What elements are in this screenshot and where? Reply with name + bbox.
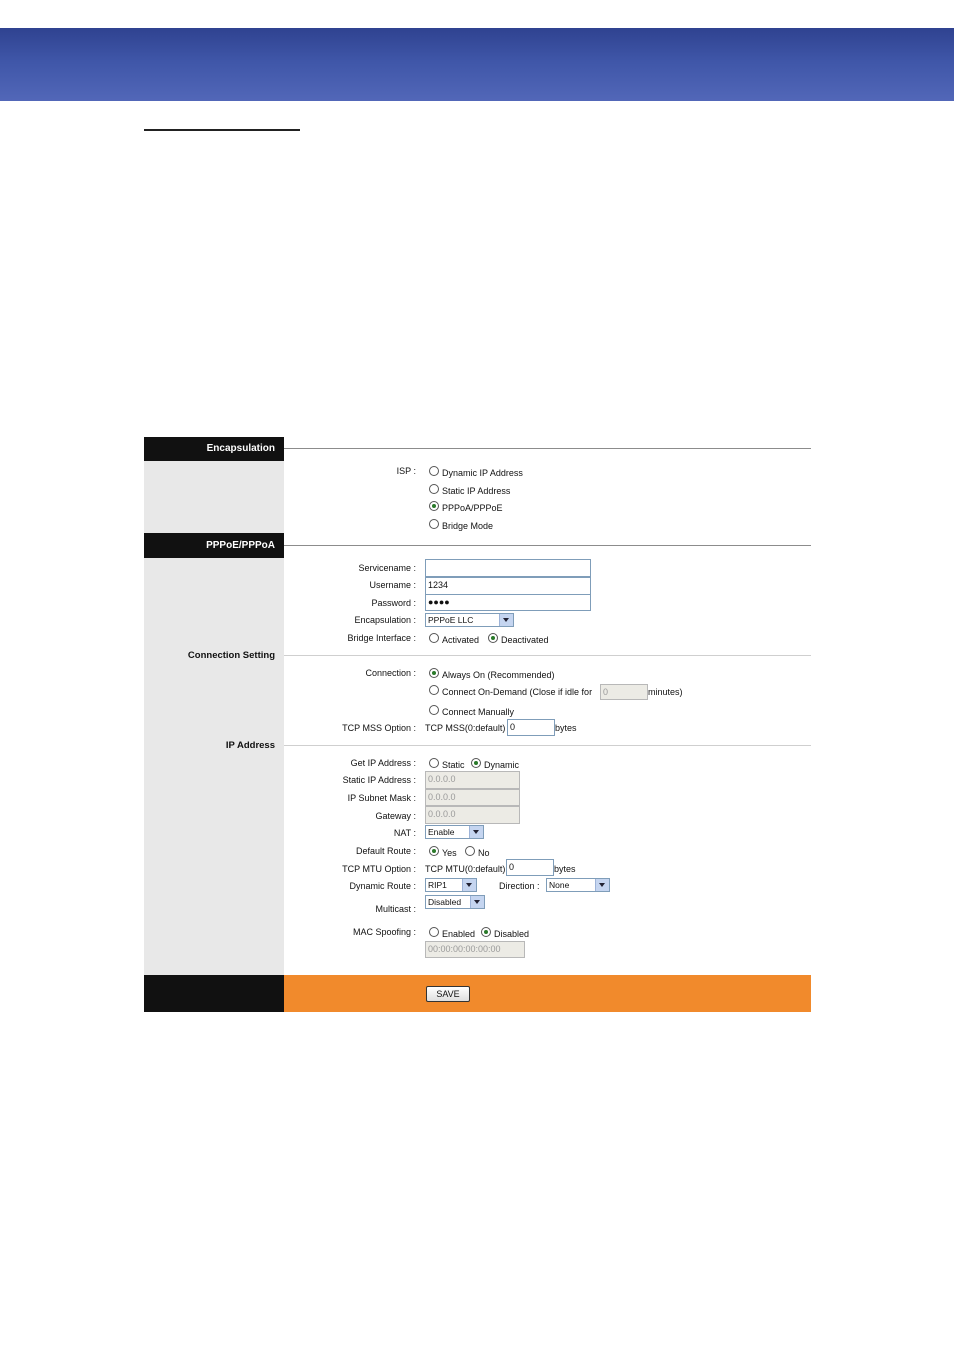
minutes-label: minutes)	[648, 687, 683, 697]
tcp-mtu-prefix: TCP MTU(0:default)	[425, 864, 506, 874]
default-route-no-radio[interactable]	[465, 846, 475, 856]
isp-label: ISP :	[396, 466, 416, 476]
default-route-yes-label: Yes	[442, 848, 457, 858]
divider	[284, 448, 811, 449]
connection-manually-label: Connect Manually	[442, 707, 515, 717]
connection-on-demand-radio[interactable]	[429, 685, 439, 695]
mac-disabled-radio[interactable]	[481, 927, 491, 937]
default-route-no-label: No	[478, 848, 490, 858]
tcp-mtu-input[interactable]: 0	[506, 859, 554, 876]
chevron-down-icon	[469, 826, 483, 838]
servicename-input[interactable]	[425, 559, 591, 577]
bridge-deactivated-radio[interactable]	[488, 633, 498, 643]
encapsulation-select[interactable]	[425, 613, 514, 627]
ip-dynamic-label: Dynamic	[484, 760, 520, 770]
multicast-select-value: Disabled	[428, 897, 462, 907]
get-ip-label: Get IP Address :	[350, 758, 416, 768]
footer-bar	[284, 975, 811, 1012]
encapsulation-select-value: PPPoE LLC	[428, 615, 474, 625]
connection-always-on-label: Always On (Recommended)	[442, 670, 555, 680]
ip-static-label: Static	[442, 760, 465, 770]
tcp-mtu-label: TCP MTU Option :	[342, 864, 416, 874]
connection-label: Connection :	[365, 668, 416, 678]
isp-pppoa-pppoe-radio[interactable]	[429, 501, 439, 511]
direction-label: Direction :	[499, 881, 540, 891]
ip-static-radio[interactable]	[429, 758, 439, 768]
static-ip-label: Static IP Address :	[342, 775, 416, 785]
static-ip-input[interactable]: 0.0.0.0	[425, 771, 520, 789]
isp-option-label: Static IP Address	[442, 486, 511, 496]
isp-static-radio[interactable]	[429, 484, 439, 494]
tcp-mss-prefix: TCP MSS(0:default)	[425, 723, 506, 733]
dynamic-route-select[interactable]	[425, 878, 477, 892]
bridge-deactivated-label: Deactivated	[501, 635, 549, 645]
connection-on-demand-label: Connect On-Demand (Close if idle for	[442, 687, 593, 697]
direction-select-value: None	[549, 880, 570, 890]
subnet-mask-input[interactable]: 0.0.0.0	[425, 789, 520, 806]
chevron-down-icon	[470, 896, 484, 908]
connection-setting-label: Connection Setting	[187, 650, 275, 661]
bridge-interface-label: Bridge Interface :	[347, 633, 416, 643]
mac-spoofing-label: MAC Spoofing :	[352, 927, 416, 937]
mac-address-input[interactable]: 00:00:00:00:00:00	[425, 941, 525, 958]
password-label: Password :	[371, 598, 416, 608]
dynamic-route-label: Dynamic Route :	[349, 881, 416, 891]
multicast-label: Multicast :	[375, 904, 416, 914]
ip-address-label: IP Address	[225, 740, 275, 751]
nat-select[interactable]	[425, 825, 484, 839]
encapsulation-band-title: Encapsulation	[144, 437, 284, 461]
connection-manually-radio[interactable]	[429, 705, 439, 715]
tcp-mss-label: TCP MSS Option :	[342, 723, 416, 733]
multicast-select[interactable]	[425, 895, 485, 909]
isp-dynamic-radio[interactable]	[429, 466, 439, 476]
ip-dynamic-radio[interactable]	[471, 758, 481, 768]
idle-minutes-input[interactable]: 0	[600, 684, 648, 700]
isp-option-label: PPPoA/PPPoE	[442, 503, 503, 513]
header-banner	[0, 28, 954, 101]
gateway-input[interactable]: 0.0.0.0	[425, 806, 520, 824]
save-button[interactable]: SAVE	[426, 986, 470, 1002]
mac-enabled-radio[interactable]	[429, 927, 439, 937]
mac-enabled-label: Enabled	[442, 929, 476, 939]
settings-panel	[144, 437, 811, 1012]
dynamic-route-select-value: RIP1	[428, 880, 447, 890]
default-route-label: Default Route :	[355, 846, 416, 856]
chevron-down-icon	[462, 879, 476, 891]
tcp-mtu-unit: bytes	[554, 864, 576, 874]
isp-bridge-radio[interactable]	[429, 519, 439, 529]
username-label: Username :	[369, 580, 416, 590]
divider	[284, 545, 811, 546]
pppoe-band-title: PPPoE/PPPoA	[144, 533, 284, 558]
nat-select-value: Enable	[428, 827, 455, 837]
connection-always-on-radio[interactable]	[429, 668, 439, 678]
default-route-yes-radio[interactable]	[429, 846, 439, 856]
isp-option-label: Dynamic IP Address	[442, 468, 523, 478]
chevron-down-icon	[499, 614, 513, 626]
encapsulation-label: Encapsulation :	[354, 615, 416, 625]
bridge-activated-radio[interactable]	[429, 633, 439, 643]
username-input[interactable]: 1234	[425, 577, 591, 595]
mac-disabled-label: Disabled	[494, 929, 530, 939]
direction-select[interactable]	[546, 878, 610, 892]
divider	[284, 745, 811, 746]
subnet-mask-label: IP Subnet Mask :	[347, 793, 416, 803]
bridge-activated-label: Activated	[442, 635, 480, 645]
isp-option-label: Bridge Mode	[442, 521, 494, 531]
tcp-mss-unit: bytes	[555, 723, 577, 733]
chevron-down-icon	[595, 879, 609, 891]
section-title-underline	[144, 129, 300, 131]
servicename-label: Servicename :	[358, 563, 416, 573]
footer-left	[144, 975, 284, 1012]
password-input[interactable]: ●●●●	[425, 594, 591, 611]
divider	[284, 655, 811, 656]
nat-label: NAT :	[393, 828, 416, 838]
gateway-label: Gateway :	[375, 811, 416, 821]
tcp-mss-input[interactable]: 0	[507, 719, 555, 736]
